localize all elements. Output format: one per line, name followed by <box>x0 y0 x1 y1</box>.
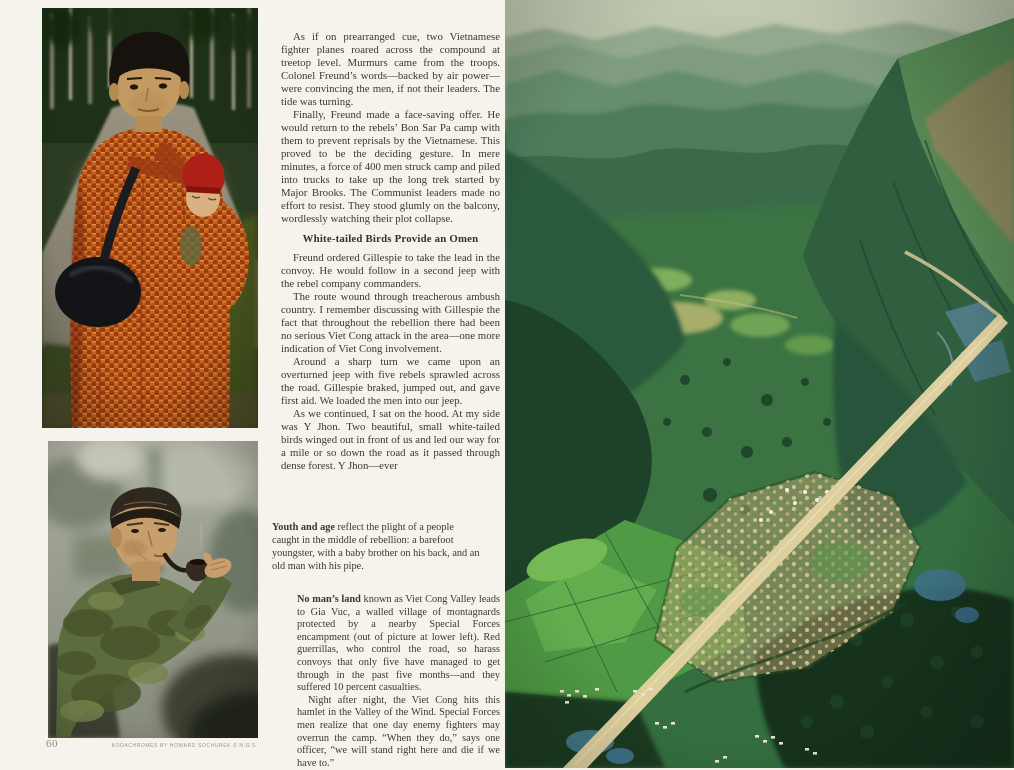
body-paragraph: As we continued, I sat on the hood. At my side was Y Jhon. Two beautiful, small white-tailed birds winged out in front of us and led our way for a mile or so down the road as it passed through dense forest. Y Jhon—ever <box>281 408 500 472</box>
boy-with-baby-illustration <box>42 8 258 428</box>
body-paragraph: The route wound through treacherous ambush country. I remember discussing with Gillespie the fact that throughout the rebellion there had been no serious Viet Cong attack in the area—one more indication of Viet Cong involvement. <box>281 291 500 355</box>
body-paragraph: Around a sharp turn we came upon an overturned jeep with five rebels sprawled across the road. Gillespie braked, jumped out, and gave first aid. We loaded the men into our jeep. <box>281 356 500 407</box>
old-man-illustration <box>48 441 258 738</box>
body-paragraph: As if on prearranged cue, two Vietnamese fighter planes roared across the compound at treetop level. Murmurs came from the troops. Colonel Freund’s words—backed by air power—were convincing the men, if not their leaders. The tide was turning. <box>281 31 500 108</box>
page-number: 60 <box>46 738 58 750</box>
caption-lead: Youth and age <box>272 522 335 533</box>
photo-old-man-with-pipe <box>48 441 258 738</box>
photo-boy-with-baby <box>42 8 258 428</box>
caption-paragraph <box>297 594 500 695</box>
body-paragraph: Freund ordered Gillespie to take the lead in the convoy. He would follow in a second jeep with the rebel company commanders. <box>281 252 500 290</box>
valley-illustration <box>505 0 1014 768</box>
caption-text: known as Viet Cong Valley leads to Gia Vuc, a walled village of montagnards protected by a nearby Special Forces encampment (out of picture at lower left). Red guerrillas, who control the road, so harass convoys that only five have managed to get through in the past five months—and they suffered 10 percent casualties. <box>297 594 500 694</box>
photo-aerial-viet-cong-valley <box>505 0 1014 768</box>
article-text-column <box>281 31 500 473</box>
photo-credit: KODACHROMES BY HOWARD SOCHUREK © N.G.S. <box>111 743 258 749</box>
caption-text: reflect the plight of a people caught in the middle of rebellion: a barefoot youngster, with a baby brother on his back, and an old man with his pipe. <box>272 522 480 572</box>
caption-paragraph: Night after night, the Viet Cong hits this hamlet in the Valley of the Wind. Special Forces men realize that one day enemy fighters may overrun the camp. “When they do,” says one officer, “we will stand right here and die if we have to.” <box>297 694 500 769</box>
caption-youth-and-age <box>272 521 483 573</box>
caption-lead: No man’s land <box>297 594 361 605</box>
section-heading: White-tailed Birds Provide an Omen <box>302 233 479 245</box>
body-paragraph: Finally, Freund made a face-saving offer. He would return to the rebels’ Bon Sar Pa camp with them to prevent reprisals by the Vietnamese. This proved to be the deciding gesture. In mere minutes, a force of 400 men struck camp and piled into trucks to take up the long trek started by Major Brooks. The Communist leaders made no effort to resist. They stood glumly on the balcony, wordlessly watching their plot collapse. <box>281 109 500 225</box>
caption-no-mans-land <box>297 594 500 770</box>
